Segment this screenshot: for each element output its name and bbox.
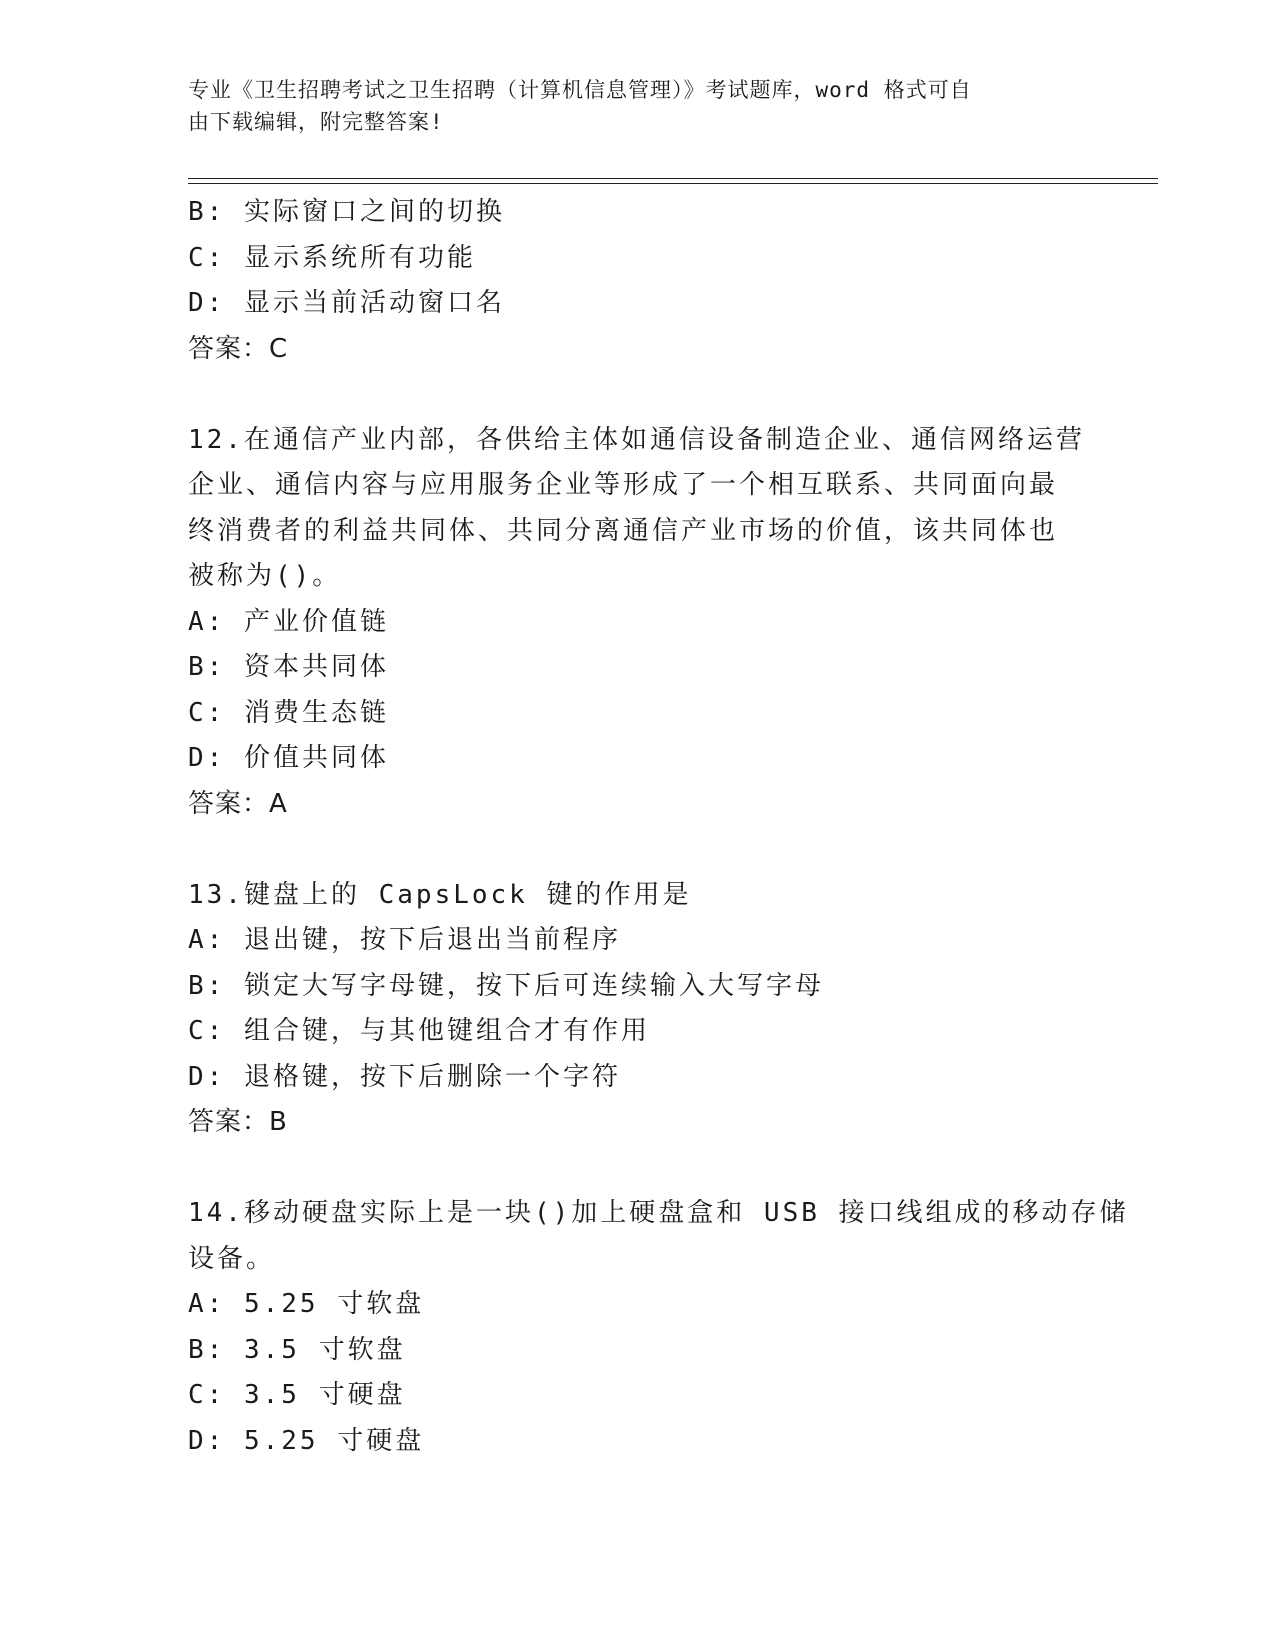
question-text-line: 设备。: [188, 1243, 276, 1274]
answer-line: 答案：C: [188, 333, 289, 364]
option-c: C: 显示系统所有功能: [188, 242, 476, 273]
answer-line: 答案：A: [188, 788, 288, 819]
option-b: B: 锁定大写字母键，按下后可连续输入大写字母: [188, 970, 824, 1001]
question-13: [188, 873, 1088, 1146]
header-line-2: 由下载编辑，附完整答案!: [188, 110, 444, 134]
option-a: A: 产业价值链: [188, 606, 389, 637]
question-text-line: 被称为()。: [188, 561, 342, 591]
option-c: C: 消费生态链: [188, 697, 389, 728]
spacer: [188, 827, 1088, 873]
option-b: B: 资本共同体: [188, 652, 389, 682]
option-d: D: 价值共同体: [188, 743, 389, 773]
question-14: [188, 1191, 1129, 1464]
question-text-line: 企业、通信内容与应用服务企业等形成了一个相互联系、共同面向最: [188, 470, 1059, 500]
option-d: D: 退格键，按下后删除一个字符: [188, 1061, 621, 1092]
question-content: [188, 190, 1129, 1464]
option-c: C: 3.5 寸硬盘: [188, 1380, 406, 1410]
option-d: D: 5.25 寸硬盘: [188, 1425, 425, 1456]
question-text-line: 终消费者的利益共同体、共同分离通信产业市场的价值，该共同体也: [188, 515, 1059, 546]
document-header: [188, 74, 1088, 138]
option-a: A: 5.25 寸软盘: [188, 1289, 425, 1319]
option-b: B: 实际窗口之间的切换: [188, 197, 505, 227]
question-text-line: 12.在通信产业内部，各供给主体如通信设备制造企业、通信网络运营: [188, 424, 1085, 455]
option-b: B: 3.5 寸软盘: [188, 1334, 406, 1365]
question-11-tail: [188, 190, 1088, 372]
answer-line: 答案：B: [188, 1107, 288, 1137]
option-a: A: 退出键，按下后退出当前程序: [188, 925, 621, 955]
spacer: [188, 372, 1088, 418]
spacer: [188, 1146, 1088, 1192]
header-divider: [188, 178, 1158, 184]
question-text-line: 14.移动硬盘实际上是一块()加上硬盘盒和 USB 接口线组成的移动存储: [188, 1198, 1129, 1228]
option-d: D: 显示当前活动窗口名: [188, 288, 505, 318]
header-line-1: 专业《卫生招聘考试之卫生招聘（计算机信息管理）》考试题库，word 格式可自: [188, 78, 972, 102]
question-12: [188, 418, 1088, 828]
option-c: C: 组合键，与其他键组合才有作用: [188, 1016, 650, 1046]
question-text-line: 13.键盘上的 CapsLock 键的作用是: [188, 879, 692, 910]
